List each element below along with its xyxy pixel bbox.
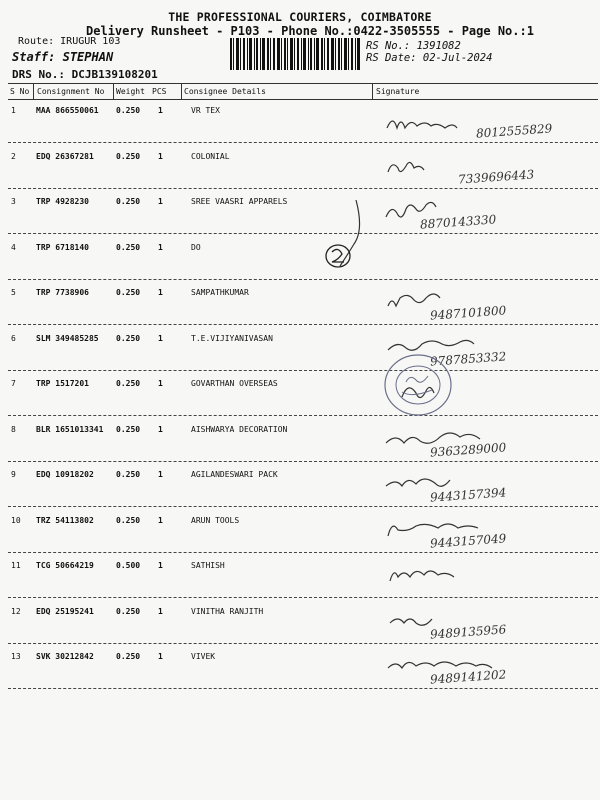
handwritten-phone: 9489135956 [429, 622, 507, 642]
row-consignment-no: TRP 1517201 [36, 379, 89, 388]
table-top-border [8, 83, 598, 84]
col-header-consignment: Consignment No [37, 87, 105, 96]
row-weight: 0.250 [116, 607, 141, 616]
row-sno: 12 [11, 607, 21, 616]
row-consignee: AISHWARYA DECORATION [191, 425, 288, 434]
row-consignment-no: TCG 50664219 [36, 561, 94, 570]
row-sno: 1 [11, 106, 16, 115]
rs-date: RS Date: 02-Jul-2024 [366, 52, 493, 64]
row-separator [8, 506, 598, 507]
col-header-weight: Weight [116, 87, 145, 96]
row-consignee: VIVEK [191, 652, 216, 661]
handwritten-phone: 9487101800 [429, 303, 507, 323]
row-consignee: DO [191, 243, 201, 252]
row-sno: 7 [11, 379, 16, 388]
column-divider [113, 83, 114, 99]
handwritten-phone: 9489141202 [429, 667, 507, 687]
col-header-signature: Signature [376, 87, 420, 96]
row-consignment-no: MAA 866550061 [36, 106, 99, 115]
row-pcs: 1 [158, 288, 163, 297]
handwritten-phone: 8012555829 [475, 121, 553, 141]
company-stamp [382, 352, 454, 418]
row-consignee: SAMPATHKUMAR [191, 288, 249, 297]
row-weight: 0.250 [116, 379, 141, 388]
row-separator [8, 415, 598, 416]
row-pcs: 1 [158, 516, 163, 525]
row-sno: 6 [11, 334, 16, 343]
row-pcs: 1 [158, 152, 163, 161]
row-pcs: 1 [158, 334, 163, 343]
row-weight: 0.250 [116, 516, 141, 525]
row-weight: 0.250 [116, 243, 141, 252]
row-weight: 0.500 [116, 561, 141, 570]
row-pcs: 1 [158, 470, 163, 479]
row-separator [8, 370, 598, 371]
row-sno: 10 [11, 516, 21, 525]
table-header-border [8, 99, 598, 100]
drs-label: DRS No.: [12, 68, 65, 81]
col-header-sno: S No [10, 87, 30, 96]
row-weight: 0.250 [116, 334, 141, 343]
row-weight: 0.250 [116, 106, 141, 115]
rs-number: RS No.: 1391082 [366, 40, 461, 52]
row-consignment-no: EDQ 25195241 [36, 607, 94, 616]
row-consignee: VINITHA RANJITH [191, 607, 264, 616]
route-info [18, 36, 120, 47]
row-sno: 8 [11, 425, 16, 434]
row-weight: 0.250 [116, 152, 141, 161]
row-pcs: 1 [158, 197, 163, 206]
column-divider [181, 83, 182, 99]
row-consignee: AGILANDESWARI PACK [191, 470, 278, 479]
handwritten-phone: 9787853332 [429, 349, 507, 369]
row-consignee: GOVARTHAN OVERSEAS [191, 379, 278, 388]
row-consignment-no: SVK 30212842 [36, 652, 94, 661]
row-consignment-no: TRP 6718140 [36, 243, 89, 252]
route-label: Route: [18, 36, 55, 47]
company-title: THE PROFESSIONAL COURIERS, COIMBATORE [168, 10, 432, 24]
column-divider [33, 83, 34, 99]
row-separator [8, 597, 598, 598]
handwritten-phone: 8870143330 [419, 212, 497, 232]
row-separator [8, 461, 598, 462]
row-consignment-no: TRP 4928230 [36, 197, 89, 206]
row-weight: 0.250 [116, 652, 141, 661]
row-pcs: 1 [158, 561, 163, 570]
runsheet-title: Delivery Runsheet - P103 - Phone No.:0422-3505555 - Page No.:1 [86, 24, 534, 38]
col-header-consignee: Consignee Details [184, 87, 266, 96]
row-separator [8, 142, 598, 143]
handwritten-phone: 7339696443 [457, 167, 535, 187]
row-consignment-no: EDQ 26367281 [36, 152, 94, 161]
row-pcs: 1 [158, 607, 163, 616]
handwritten-signature [382, 565, 522, 589]
row-consignee: ARUN TOOLS [191, 516, 240, 525]
row-consignee: SREE VAASRI APPARELS [191, 197, 288, 206]
row-sno: 11 [11, 561, 21, 570]
staff-label: Staff: [12, 50, 56, 64]
row-consignment-no: SLM 349485285 [36, 334, 99, 343]
row-separator [8, 324, 598, 325]
staff-info [12, 50, 113, 64]
col-header-pcs: PCS [152, 87, 167, 96]
row-separator [8, 279, 598, 280]
drs-info [12, 68, 158, 81]
row-weight: 0.250 [116, 197, 141, 206]
row-separator [8, 188, 598, 189]
row-weight: 0.250 [116, 425, 141, 434]
row-pcs: 1 [158, 379, 163, 388]
row-separator [8, 233, 598, 234]
row-consignment-no: TRP 7738906 [36, 288, 89, 297]
handwritten-phone: 9443157049 [429, 531, 507, 551]
staff-value: STEPHAN [62, 50, 114, 64]
row-pcs: 1 [158, 652, 163, 661]
row-consignee: T.E.VIJIYANIVASAN [191, 334, 273, 343]
column-divider [372, 83, 373, 99]
row-consignee: SATHISH [191, 561, 225, 570]
row-sno: 3 [11, 197, 16, 206]
route-value: IRUGUR 103 [60, 36, 121, 47]
row-sno: 2 [11, 152, 16, 161]
barcode-image [230, 38, 360, 70]
row-consignment-no: BLR 1651013341 [36, 425, 104, 434]
handwritten-phone: 9363289000 [429, 440, 507, 460]
row-separator [8, 552, 598, 553]
row-separator [8, 643, 598, 644]
row-pcs: 1 [158, 243, 163, 252]
row-weight: 0.250 [116, 288, 141, 297]
row-sno: 9 [11, 470, 16, 479]
row-consignment-no: TRZ 54113802 [36, 516, 94, 525]
drs-value: DCJB139108201 [71, 68, 158, 81]
handwritten-mark [318, 196, 374, 276]
row-pcs: 1 [158, 106, 163, 115]
row-sno: 5 [11, 288, 16, 297]
row-weight: 0.250 [116, 470, 141, 479]
row-sno: 13 [11, 652, 21, 661]
row-consignee: COLONIAL [191, 152, 230, 161]
row-separator [8, 688, 598, 689]
row-pcs: 1 [158, 425, 163, 434]
row-consignee: VR TEX [191, 106, 220, 115]
handwritten-phone: 9443157394 [429, 485, 507, 505]
row-sno: 4 [11, 243, 16, 252]
row-consignment-no: EDQ 10918202 [36, 470, 94, 479]
